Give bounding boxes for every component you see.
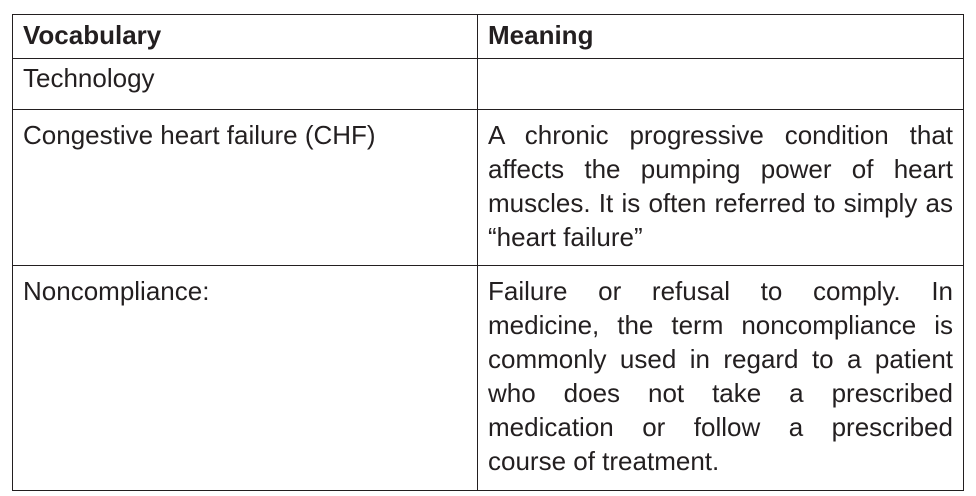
- header-meaning: Meaning: [478, 15, 964, 59]
- term-cell: Noncompliance:: [13, 266, 478, 491]
- table-row: [13, 110, 964, 266]
- vocabulary-table: [12, 14, 964, 491]
- table-row: [13, 59, 964, 110]
- table-header-row: [13, 15, 964, 59]
- term-cell: Congestive heart failure (CHF): [13, 110, 478, 266]
- meaning-cell: Failure or refusal to comply. In medicine, the term noncompliance is commonly used in regard to a patient who does not take a prescribed medication or follow a prescribed course of treatment.: [478, 266, 964, 491]
- table-row: [13, 266, 964, 491]
- header-vocabulary: Vocabulary: [13, 15, 478, 59]
- meaning-cell: [478, 59, 964, 110]
- meaning-cell: A chronic progressive condition that affects the pumping power of heart muscles. It is often referred to simply as “heart failure”: [478, 110, 964, 266]
- term-cell: Technology: [13, 59, 478, 110]
